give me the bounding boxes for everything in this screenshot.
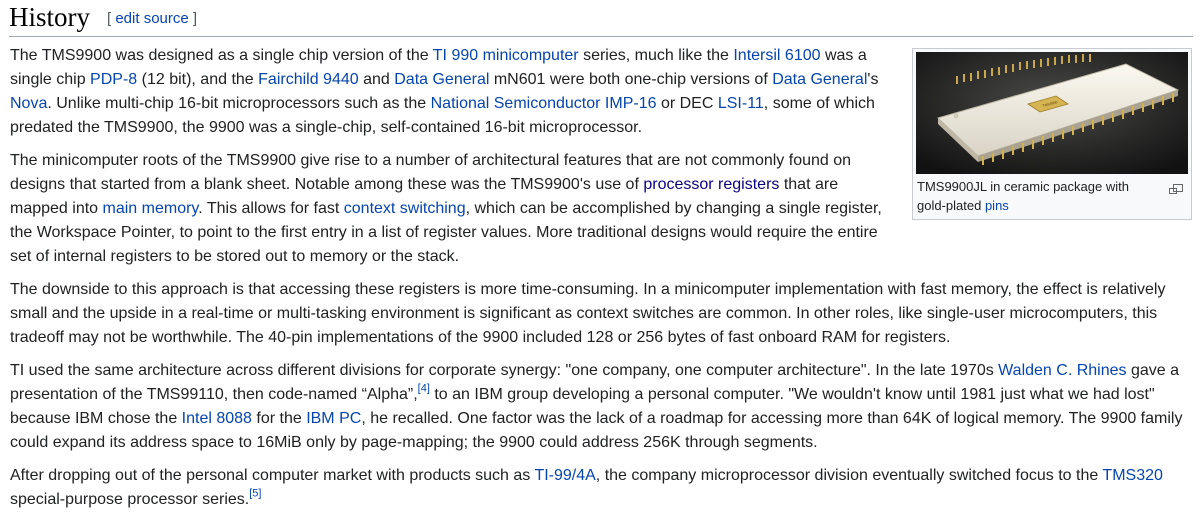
inline-link[interactable]: TMS320 xyxy=(1102,467,1163,484)
text-run: (12 bit), and the xyxy=(137,71,259,88)
section-content xyxy=(10,44,1192,521)
chip-image[interactable] xyxy=(916,52,1188,174)
text-run: The TMS9900 was designed as a single chip version of the xyxy=(10,47,433,64)
text-run: gave a presentation of the TMS99110, then code-named “Alpha”, xyxy=(10,362,1180,403)
paragraph xyxy=(10,359,1192,455)
figure-thumbnail xyxy=(912,48,1192,220)
inline-link[interactable]: IBM PC xyxy=(306,410,362,427)
text-run: mN601 were both one-chip versions of xyxy=(489,71,773,88)
inline-link[interactable]: Walden C. Rhines xyxy=(998,362,1127,379)
edit-source-link[interactable]: edit source xyxy=(115,10,189,27)
text-run: . Unlike multi-chip 16-bit microprocessors such as the xyxy=(47,95,431,112)
inline-link[interactable]: Fairchild 9440 xyxy=(258,71,359,88)
section-heading xyxy=(9,0,1193,37)
inline-link[interactable]: Intel 8088 xyxy=(181,410,252,427)
text-run: , he recalled. One factor was the lack of a roadmap for accessing more than 64K of logical memory. The 9900 family could expand its address space to 16MiB only by page-mapping; the 9900 could address 256K through segments. xyxy=(10,410,1183,451)
inline-link[interactable]: Intersil 6100 xyxy=(733,47,821,64)
figure-caption xyxy=(917,177,1147,215)
citation xyxy=(418,382,430,394)
paragraph xyxy=(10,464,1192,512)
edit-bracket-open: [ xyxy=(107,10,112,27)
text-run: to an IBM group developing a personal computer. "We wouldn't know until 1981 just what we had lost" because IBM chose the xyxy=(10,386,1155,427)
text-run: . This allows for fast xyxy=(198,200,344,217)
inline-link[interactable]: LSI-11 xyxy=(717,95,764,112)
inline-link[interactable]: main memory xyxy=(102,200,199,217)
citation-link[interactable]: [4] xyxy=(417,382,430,395)
chip-marking: TMS9900 xyxy=(1042,100,1058,108)
section-title: History xyxy=(9,2,90,32)
inline-link[interactable]: processor registers xyxy=(643,176,780,193)
text-run: , some of which predated the TMS9900, the 9900 was a single-chip, self-contained 16-bit microprocessor. xyxy=(10,95,875,136)
text-run: , the company microprocessor division eventually switched focus to the xyxy=(595,467,1103,484)
text-run: and xyxy=(358,71,395,88)
text-run: series, much like the xyxy=(578,47,734,64)
inline-link[interactable]: Data General xyxy=(394,71,490,88)
text-run: TI used the same architecture across different divisions for corporate synergy: "one company, one computer architecture". In the late 1970s xyxy=(10,362,999,379)
caption-text: TMS9900JL in ceramic package with gold-plated xyxy=(917,179,1129,213)
edit-bracket-close: ] xyxy=(192,10,198,27)
text-run: that are mapped into xyxy=(10,176,839,217)
citation xyxy=(249,487,261,499)
text-run: The minicomputer roots of the TMS9900 give rise to a number of architectural features that are not commonly found on designs that started from a blank sheet. Notable among these was the TMS9900's use of xyxy=(10,152,852,193)
chip-illustration xyxy=(916,52,1188,174)
text-run: 's xyxy=(867,71,879,88)
inline-link[interactable]: TI-99/4A xyxy=(534,467,596,484)
citation-link[interactable]: [5] xyxy=(249,487,262,500)
text-run: for the xyxy=(251,410,307,427)
inline-link[interactable]: Nova xyxy=(10,95,48,112)
text-run: was a single chip xyxy=(10,47,867,88)
inline-link[interactable]: Data General xyxy=(772,71,868,88)
inline-link[interactable]: PDP-8 xyxy=(90,71,138,88)
enlarge-icon[interactable] xyxy=(1169,180,1183,192)
text-run: or DEC xyxy=(656,95,718,112)
paragraph xyxy=(10,278,1192,350)
text-run: special-purpose processor series. xyxy=(10,491,250,508)
text-run: , which can be accomplished by changing a single register, the Workspace Pointer, to point to the first entry in a list of register values. More traditional designs would require the entire set of internal registers to be stored out to memory or the stack. xyxy=(10,200,882,265)
caption-link-pins[interactable]: pins xyxy=(984,198,1009,213)
magnify-icon xyxy=(1169,184,1183,196)
edit-section xyxy=(107,10,197,27)
inline-link[interactable]: context switching xyxy=(343,200,466,217)
text-run: After dropping out of the personal computer market with products such as xyxy=(10,467,535,484)
inline-link[interactable]: TI 990 minicomputer xyxy=(432,47,579,64)
inline-link[interactable]: National Semiconductor IMP-16 xyxy=(430,95,657,112)
text-run: The downside to this approach is that accessing these registers is more time-consuming. In a minicomputer implementation with fast memory, the effect is relatively small and the upside in a real-time or multi-tasking environment is significant as context switches are common. In other roles, like single-user microcomputers, this tradeoff may not be worthwhile. The 40-pin implementations of the 9900 included 128 or 256 bytes of fast onboard RAM for registers. xyxy=(10,281,1166,346)
